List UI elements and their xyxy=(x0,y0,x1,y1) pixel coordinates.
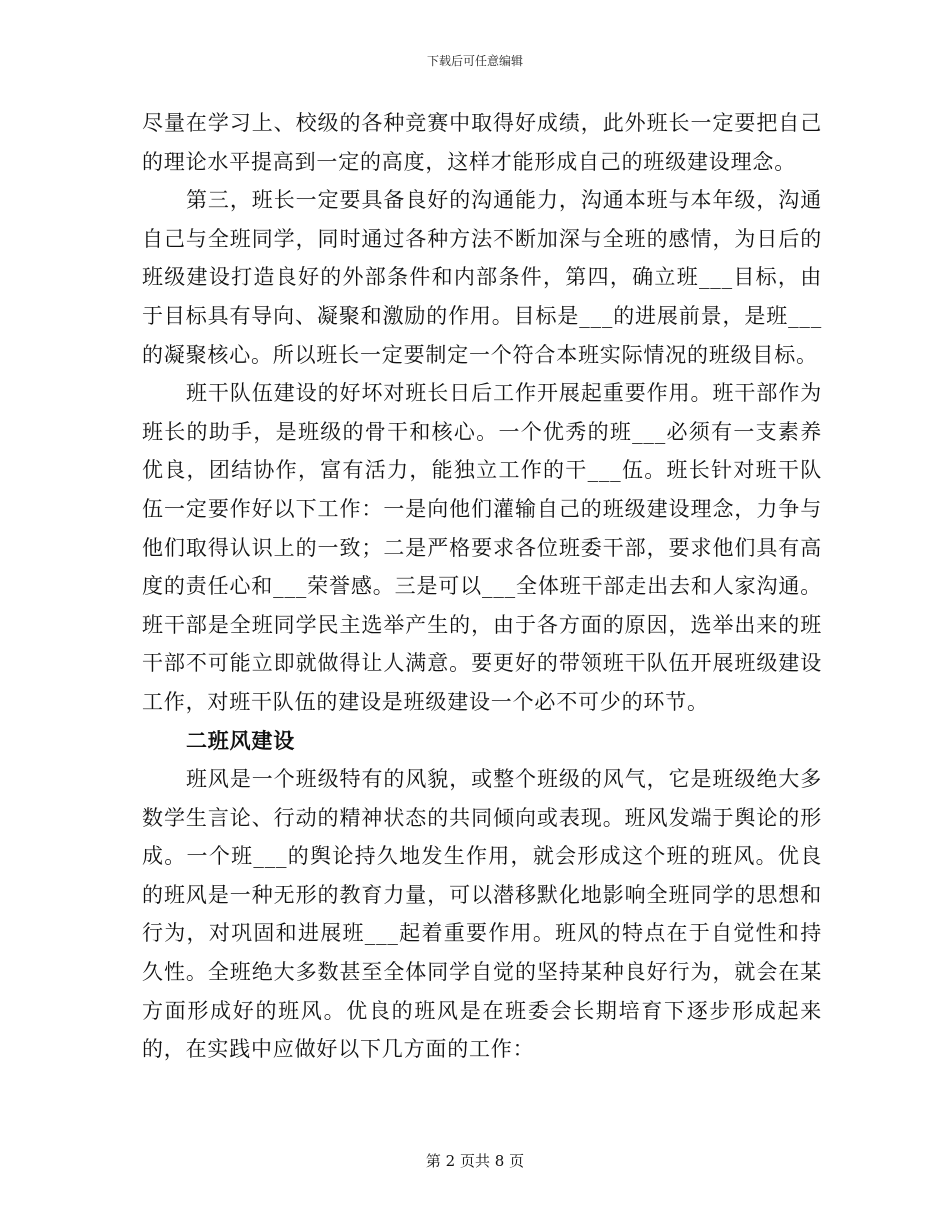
paragraph-communication: 第三，班长一定要具备良好的沟通能力，沟通本班与本年级，沟通自己与全班同学，同时通过各种方法不断加深与全班的感情，为日后的班级建设打造良好的外部条件和内部条件，第四，确立班___目标，由于目标具有导向、凝聚和激励的作用。目标是___的进展前景，是班___的凝聚核心。所以班长一定要制定一个符合本班实际情况的班级目标。 xyxy=(142,188,822,367)
paragraph-continued: 尽量在学习上、校级的各种竞赛中取得好成绩，此外班长一定要把自己的理论水平提高到一定的高度，这样才能形成自己的班级建设理念。 xyxy=(142,111,822,174)
paragraph-cadre-team: 班干队伍建设的好坏对班长日后工作开展起重要作用。班干部作为班长的助手，是班级的骨干和核心。一个优秀的班___必须有一支素养优良，团结协作，富有活力，能独立工作的干___伍。班长针对班干队伍一定要作好以下工作：一是向他们灌输自己的班级建设理念，力争与他们取得认识上的一致；二是严格要求各位班委干部，要求他们具有高度的责任心和___荣誉感。三是可以___全体班干部走出去和人家沟通。班干部是全班同学民主选举产生的，由于各方面的原因，选举出来的班干部不可能立即就做得让人满意。要更好的带领班干队伍开展班级建设工作，对班干队伍的建设是班级建设一个必不可少的环节。 xyxy=(142,381,822,714)
document-body xyxy=(142,104,822,1069)
page-number-footer: 第 2 页共 8 页 xyxy=(425,1152,525,1170)
paragraph-class-style: 班风是一个班级特有的风貌，或整个班级的风气，它是班级绝大多数学生言论、行动的精神状态的共同倾向或表现。班风发端于舆论的形成。一个班___的舆论持久地发生作用，就会形成这个班的班风。优良的班风是一种无形的教育力量，可以潜移默化地影响全班同学的思想和行为，对巩固和进展班___起着重要作用。班风的特点在于自觉性和持久性。全班绝大多数甚至全体同学自觉的坚持某种良好行为，就会在某方面形成好的班风。优良的班风是在班委会长期培育下逐步形成起来的，在实践中应做好以下几方面的工作： xyxy=(142,767,822,1062)
page-header: 下载后可任意编辑 xyxy=(426,54,523,68)
section-heading: 二班风建设 xyxy=(186,728,295,753)
